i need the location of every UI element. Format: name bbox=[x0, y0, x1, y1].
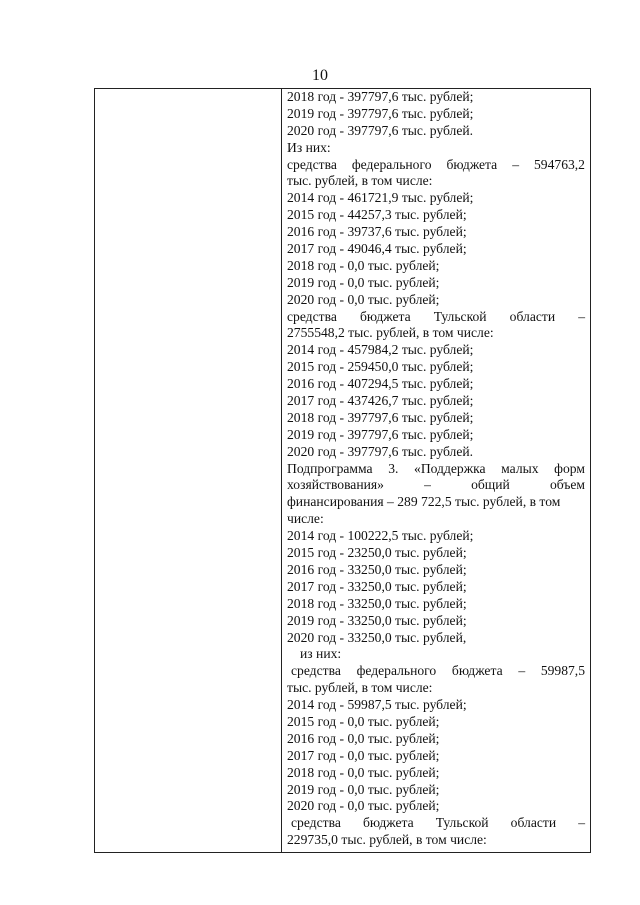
text-line: 2014 год - 457984,2 тыс. рублей; bbox=[287, 342, 474, 358]
word: средства bbox=[287, 156, 337, 172]
text-line: 2018 год - 0,0 тыс. рублей; bbox=[287, 764, 440, 780]
table-right-cell bbox=[287, 89, 585, 852]
text-line: 2019 год - 0,0 тыс. рублей; bbox=[287, 781, 440, 797]
text-line: финансирования – 289 722,5 тыс. рублей, в том bbox=[287, 494, 561, 510]
word: – bbox=[424, 477, 431, 493]
word: области bbox=[509, 308, 556, 324]
word: бюджета bbox=[451, 663, 503, 679]
word: средства bbox=[287, 308, 337, 324]
word: средства bbox=[291, 663, 341, 679]
word: 594763,2 bbox=[534, 156, 585, 172]
text-line: из них: bbox=[300, 646, 342, 662]
justified-line bbox=[287, 309, 585, 326]
text-line: 2017 год - 437426,7 тыс. рублей; bbox=[287, 393, 474, 409]
word: 3. bbox=[388, 460, 399, 476]
text-line: 2016 год - 33250,0 тыс. рублей; bbox=[287, 561, 467, 577]
text-line: 2755548,2 тыс. рублей, в том числе: bbox=[287, 325, 494, 341]
text-line: 2018 год - 0,0 тыс. рублей; bbox=[287, 257, 440, 273]
text-line: 2019 год - 397797,6 тыс. рублей; bbox=[287, 426, 474, 442]
text-line: 2020 год - 397797,6 тыс. рублей. bbox=[287, 443, 474, 459]
text-line: 2016 год - 39737,6 тыс. рублей; bbox=[287, 224, 467, 240]
text-line: 2014 год - 100222,5 тыс. рублей; bbox=[287, 528, 474, 544]
justified-line bbox=[287, 157, 585, 174]
column-divider bbox=[281, 89, 282, 852]
text-line: 2019 год - 397797,6 тыс. рублей; bbox=[287, 105, 474, 121]
text-line: 2020 год - 0,0 тыс. рублей; bbox=[287, 291, 440, 307]
text-line: 2020 год - 0,0 тыс. рублей; bbox=[287, 798, 440, 814]
word: федерального bbox=[356, 663, 437, 679]
text-line: 2020 год - 33250,0 тыс. рублей, bbox=[287, 629, 467, 645]
word: Подпрограмма bbox=[287, 460, 373, 476]
text-line: 2019 год - 0,0 тыс. рублей; bbox=[287, 274, 440, 290]
word: бюджета bbox=[359, 308, 411, 324]
text-line: 2019 год - 33250,0 тыс. рублей; bbox=[287, 612, 467, 628]
word: средства bbox=[291, 815, 341, 831]
text-line: 2018 год - 397797,6 тыс. рублей; bbox=[287, 89, 474, 104]
text-line: 2017 год - 0,0 тыс. рублей; bbox=[287, 747, 440, 763]
justified-line bbox=[287, 461, 585, 478]
text-line: 2018 год - 33250,0 тыс. рублей; bbox=[287, 595, 467, 611]
word: «Поддержка bbox=[414, 460, 486, 476]
text-line: 2014 год - 461721,9 тыс. рублей; bbox=[287, 190, 474, 206]
word: Тульской bbox=[433, 308, 487, 324]
word: форм bbox=[554, 460, 585, 476]
word: малых bbox=[501, 460, 539, 476]
text-line: 2016 год - 0,0 тыс. рублей; bbox=[287, 730, 440, 746]
justified-line bbox=[287, 477, 585, 494]
text-line: тыс. рублей, в том числе: bbox=[287, 173, 433, 189]
text-line: 2015 год - 23250,0 тыс. рублей; bbox=[287, 545, 467, 561]
page-number: 10 bbox=[312, 67, 328, 84]
text-line: 229735,0 тыс. рублей, в том числе: bbox=[287, 832, 487, 848]
text-line: 2015 год - 44257,3 тыс. рублей; bbox=[287, 207, 467, 223]
text-line: 2015 год - 259450,0 тыс. рублей; bbox=[287, 359, 474, 375]
text-line: 2015 год - 0,0 тыс. рублей; bbox=[287, 713, 440, 729]
word: объем bbox=[549, 477, 585, 493]
word: бюджета bbox=[362, 815, 414, 831]
word: бюджета bbox=[446, 156, 498, 172]
word: 59987,5 bbox=[540, 663, 585, 679]
text-line: 2014 год - 59987,5 тыс. рублей; bbox=[287, 697, 467, 713]
word: – bbox=[578, 815, 585, 831]
text-line: Из них: bbox=[287, 139, 331, 155]
table-left-cell bbox=[95, 89, 281, 852]
text-line: 2020 год - 397797,6 тыс. рублей. bbox=[287, 122, 474, 138]
justified-line bbox=[287, 663, 585, 680]
text-line: числе: bbox=[287, 511, 324, 527]
word: – bbox=[518, 663, 526, 679]
word: общий bbox=[471, 477, 510, 493]
word: хозяйствования» bbox=[287, 477, 384, 493]
word: – bbox=[512, 156, 519, 172]
word: области bbox=[510, 815, 557, 831]
text-line: 2016 год - 407294,5 тыс. рублей; bbox=[287, 376, 474, 392]
word: – bbox=[578, 308, 585, 324]
justified-line bbox=[287, 815, 585, 832]
text-line: тыс. рублей, в том числе: bbox=[287, 680, 433, 696]
text-line: 2018 год - 397797,6 тыс. рублей; bbox=[287, 409, 474, 425]
word: федерального bbox=[351, 156, 432, 172]
text-line: 2017 год - 49046,4 тыс. рублей; bbox=[287, 241, 467, 257]
word: Тульской bbox=[435, 815, 489, 831]
program-table bbox=[94, 88, 591, 853]
text-line: 2017 год - 33250,0 тыс. рублей; bbox=[287, 578, 467, 594]
